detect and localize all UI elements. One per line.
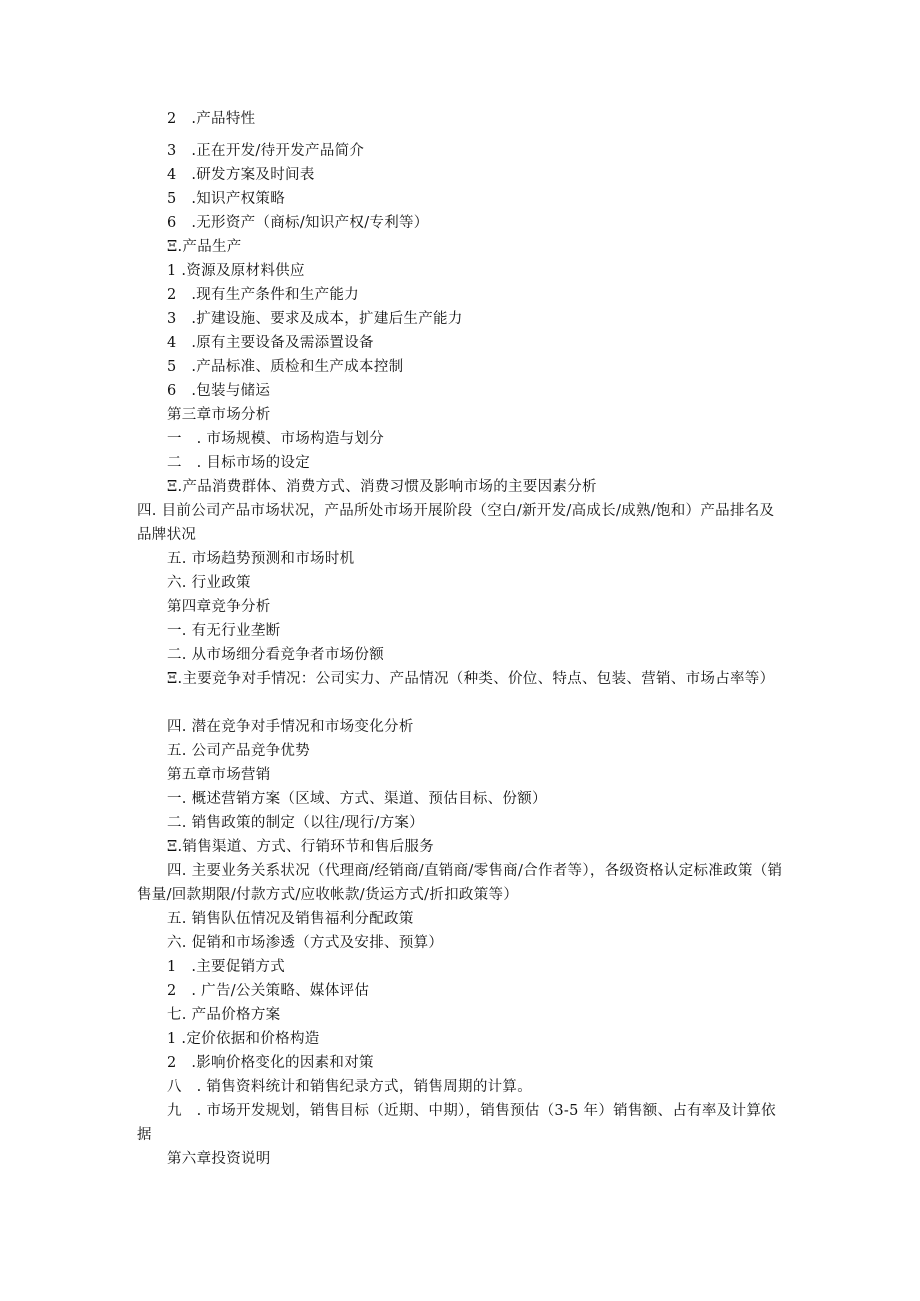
item-production-capacity: 2 .现有生产条件和生产能力 (167, 287, 360, 303)
chapter-5-heading: 第五章市场营销 (167, 767, 271, 783)
item-product-features: 2 .产品特性 (167, 111, 256, 127)
item-main-promotion-methods: 1 .主要促销方式 (167, 959, 286, 975)
item-industry-policy: 六. 行业政策 (167, 575, 251, 591)
item-advertising: 2 . 广告/公关策略、媒体评估 (167, 983, 370, 999)
item-sales-policy: 二. 销售政策的制定（以往/现行/方案） (167, 815, 424, 831)
item-equipment: 4 .原有主要设备及需添置设备 (167, 335, 374, 351)
item-ip-strategy: 5 .知识产权策略 (167, 191, 286, 207)
item-market-development-plan: 九 . 市场开发规划，销售目标（近期、中期），销售预估（3-5 年）销售额、占有率及计算依据 (137, 1103, 776, 1143)
item-marketing-overview: 一. 概述营销方案（区域、方式、渠道、预估目标、份额） (167, 791, 547, 807)
item-price-factors: 2 .影响价格变化的因素和对策 (167, 1055, 374, 1071)
item-products-in-development: 3 .正在开发/待开发产品简介 (167, 143, 365, 159)
item-intangible-assets: 6 .无形资产（商标/知识产权/专利等） (167, 215, 429, 231)
item-monopoly: 一. 有无行业垄断 (167, 623, 281, 639)
item-target-market: 二 . 目标市场的设定 (167, 455, 311, 471)
item-rd-plan: 4 .研发方案及时间表 (167, 167, 315, 183)
item-sales-team: 五. 销售队伍情况及销售福利分配政策 (167, 911, 414, 927)
item-potential-competitors: 四. 潜在竞争对手情况和市场变化分析 (167, 719, 414, 735)
item-quality-control: 5 .产品标准、质检和生产成本控制 (167, 359, 404, 375)
item-market-trends: 五. 市场趋势预测和市场时机 (167, 551, 355, 567)
item-raw-materials: 1 .资源及原材料供应 (167, 263, 305, 279)
item-pricing-plan: 七. 产品价格方案 (167, 1007, 281, 1023)
item-expansion: 3 .扩建设施、要求及成本，扩建后生产能力 (167, 311, 463, 327)
item-pricing-basis: 1 .定价依据和价格构造 (167, 1031, 320, 1047)
item-sales-channels: Ξ.销售渠道、方式、行销环节和售后服务 (167, 839, 435, 855)
item-promotion: 六. 促销和市场渗透（方式及安排、预算） (167, 935, 444, 951)
chapter-3-heading: 第三章市场分析 (167, 407, 271, 423)
item-packaging: 6 .包装与储运 (167, 383, 271, 399)
item-current-market-status: 四. 目前公司产品市场状况，产品所处市场开展阶段（空白/新开发/高成长/成熟/饱和）产品排名及品牌状况 (137, 503, 775, 543)
item-market-scale: 一 . 市场规模、市场构造与划分 (167, 431, 385, 447)
item-sales-statistics: 八 . 销售资料统计和销售纪录方式，销售周期的计算。 (167, 1079, 533, 1095)
chapter-4-heading: 第四章竞争分析 (167, 599, 271, 615)
chapter-6-heading: 第六章投资说明 (167, 1151, 271, 1167)
item-main-competitors: Ξ.主要竞争对手情况：公司实力、产品情况（种类、价位、特点、包装、营销、市场占率等） (167, 671, 775, 687)
item-consumer-analysis: Ξ.产品消费群体、消费方式、消费习惯及影响市场的主要因素分析 (167, 479, 597, 495)
item-competitor-share: 二. 从市场细分看竞争者市场份额 (167, 647, 385, 663)
item-competitive-advantage: 五. 公司产品竞争优势 (167, 743, 311, 759)
item-business-relations: 四. 主要业务关系状况（代理商/经销商/直销商/零售商/合作者等），各级资格认定标准政策（销售量/回款期限/付款方式/应收帐款/货运方式/折扣政策等） (137, 863, 783, 903)
section-product-production: Ξ.产品生产 (167, 239, 242, 255)
